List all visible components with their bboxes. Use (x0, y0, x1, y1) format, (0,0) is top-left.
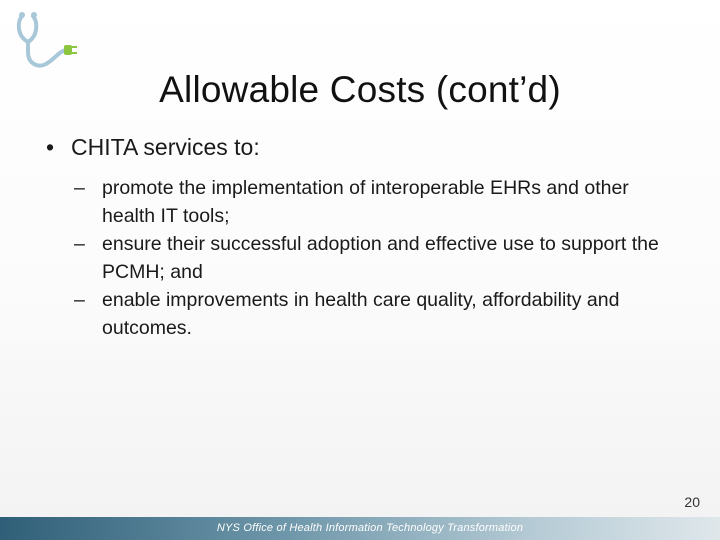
slide-content (46, 130, 686, 342)
page-number: 20 (684, 494, 700, 510)
sub-bullet-item (74, 230, 686, 286)
sub-bullet-marker: – (74, 233, 85, 255)
stethoscope-plug-icon (14, 8, 80, 78)
sub-bullet-list (46, 174, 686, 342)
sub-bullet-item (74, 286, 686, 342)
sub-bullet-text: promote the implementation of interoperable EHRs and other health IT tools; (102, 177, 629, 227)
sub-bullet-marker: – (74, 177, 85, 199)
slide-title: Allowable Costs (cont’d) (159, 68, 561, 110)
sub-bullet-marker: – (74, 289, 85, 311)
footer-text: NYS Office of Health Information Technology Transformation (216, 522, 524, 534)
footer-bar (0, 517, 720, 540)
sub-bullet-text: enable improvements in health care quality, affordability and outcomes. (102, 289, 620, 339)
bullet-item (46, 130, 686, 164)
sub-bullet-item (74, 174, 686, 230)
bullet-text: CHITA services to: (71, 134, 260, 160)
sub-bullet-text: ensure their successful adoption and effective use to support the PCMH; and (102, 233, 659, 283)
bullet-marker: • (46, 134, 55, 160)
